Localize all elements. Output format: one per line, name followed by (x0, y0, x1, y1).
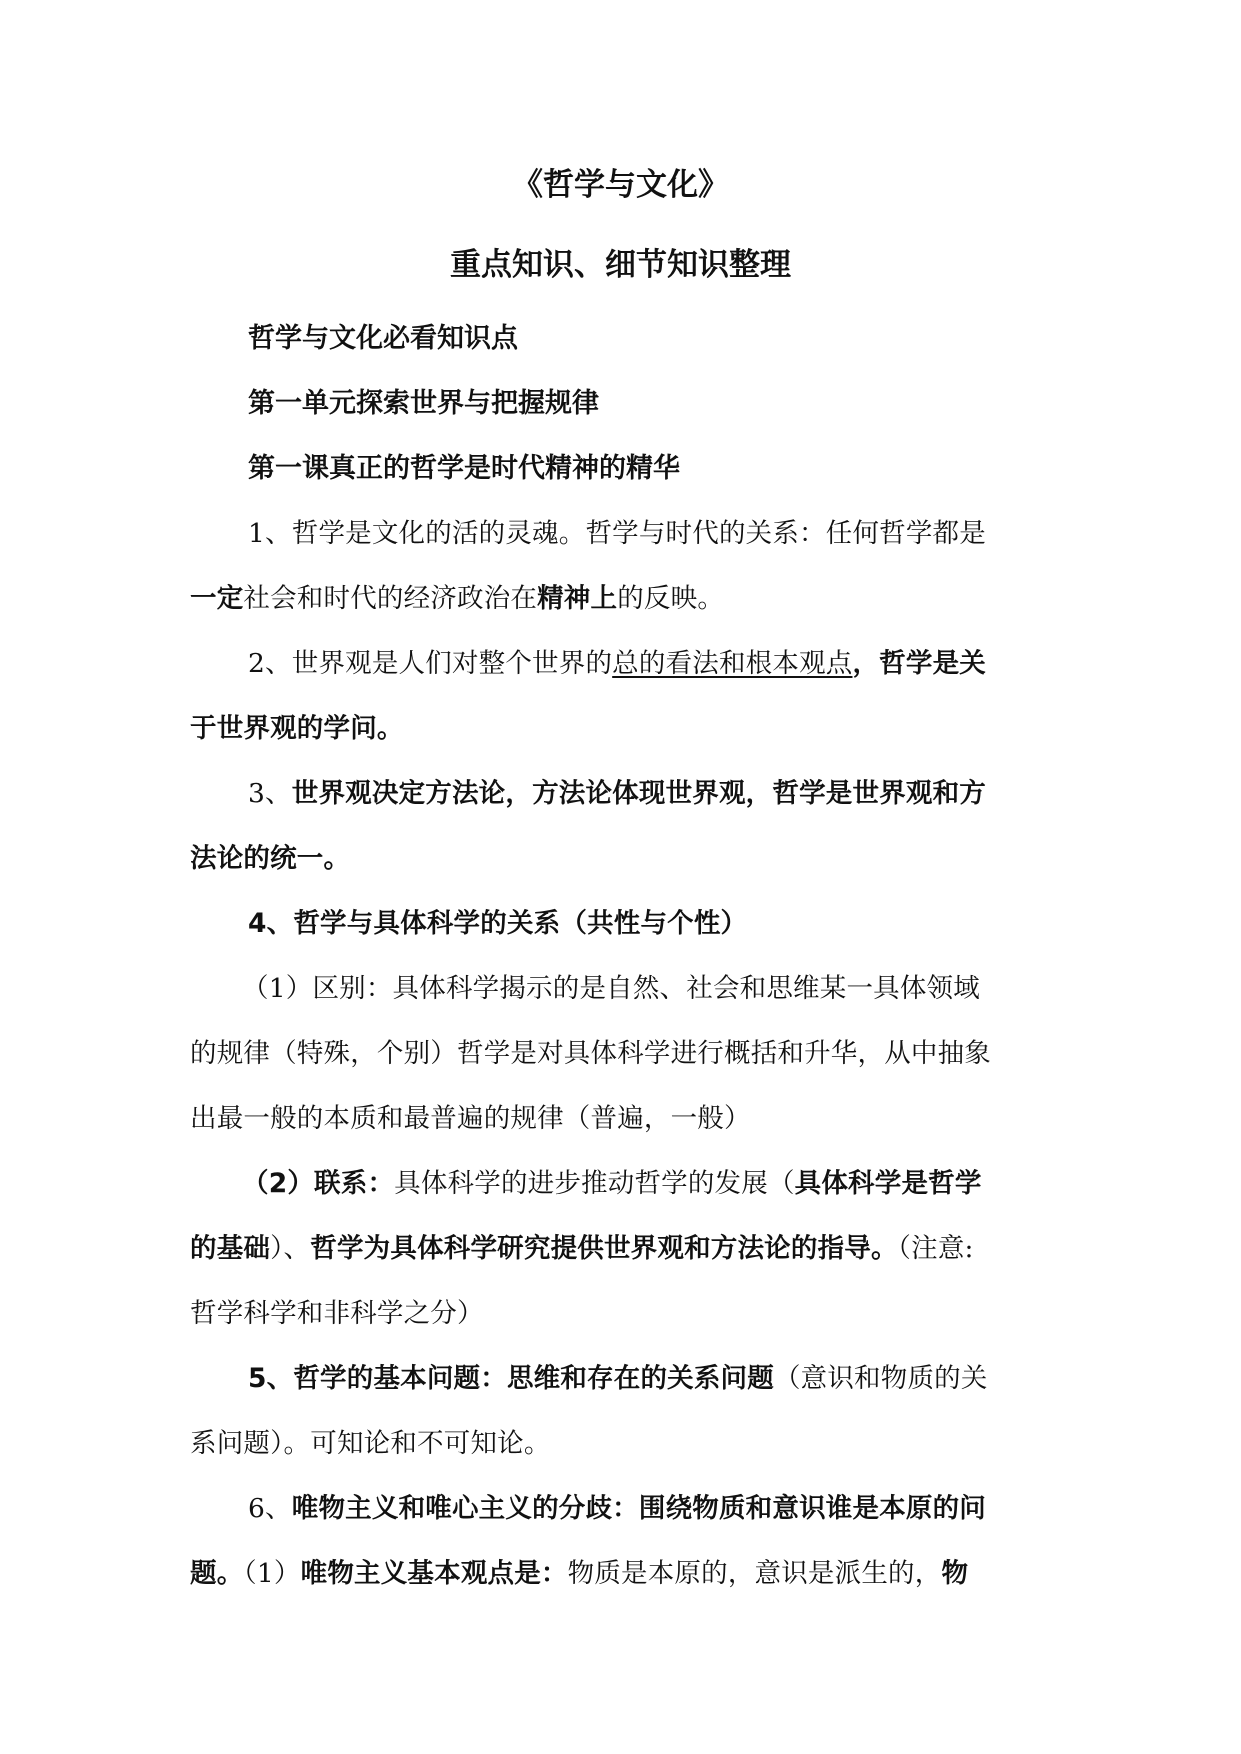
emphasis-text: （2）联系： (242, 1168, 395, 1199)
paragraph-2-line-1 (248, 646, 1060, 682)
emphasis-text: 哲学为具体科学研究提供世界观和方法论的指导。 (310, 1233, 898, 1264)
paragraph-4-sub-2-line-2 (190, 1231, 1060, 1267)
emphasis-text: 5、哲学的基本问题：思维和存在的关系问题 (248, 1363, 774, 1394)
paragraph-4-sub-2-line-3: 哲学科学和非科学之分） (190, 1298, 484, 1329)
paragraph-1-line-1: 1、哲学是文化的活的灵魂。哲学与时代的关系：任何哲学都是 (248, 518, 986, 549)
paragraph-5-line-2: 系问题）。可知论和不可知论。 (190, 1428, 551, 1459)
emphasis-text: 题。 (190, 1558, 244, 1589)
emphasis-text: 唯物主义基本观点是： (300, 1558, 568, 1589)
lesson-heading: 第一课真正的哲学是时代精神的精华 (248, 453, 680, 484)
emphasis-text: 物 (941, 1558, 969, 1589)
paragraph-3-line-1 (248, 776, 1060, 812)
emphasis-text: ，哲学是关 (852, 648, 986, 679)
section-heading-main: 哲学与文化必看知识点 (248, 323, 518, 354)
paragraph-6-line-2 (190, 1556, 1060, 1592)
paragraph-4-sub-2-line-1 (242, 1166, 1060, 1202)
body-text: 社会和时代的经济政治在 (243, 583, 538, 614)
body-text: （1） (243, 1558, 301, 1589)
paragraph-4-sub-1-line-3: 出最一般的本质和最普遍的规律（普遍，一般） (190, 1103, 751, 1134)
paragraph-1-line-2 (190, 581, 1060, 617)
unit-heading: 第一单元探索世界与把握规律 (248, 388, 599, 419)
paragraph-4-sub-1-line-2: 的规律（特殊，个别）哲学是对具体科学进行概括和升华，从中抽象 (190, 1038, 991, 1069)
body-text: 具体科学的进步推动哲学的发展（ (394, 1168, 795, 1199)
document-subtitle: 重点知识、细节知识整理 (450, 247, 791, 283)
body-text: （注意: (897, 1233, 974, 1264)
emphasis-text: 的基础 (190, 1233, 271, 1264)
paragraph-4-sub-1-line-1: （1）区别：具体科学揭示的是自然、社会和思维某一具体领域 (242, 973, 980, 1004)
paragraph-4-heading: 4、哲学与具体科学的关系（共性与个性） (248, 908, 748, 939)
body-text: 3、 (248, 778, 292, 809)
body-text: 物质是本原的，意识是派生的， (567, 1558, 942, 1589)
paragraph-6-line-1 (248, 1491, 1060, 1527)
document-title: 《哲学与文化》 (512, 167, 729, 203)
emphasis-text: 世界观决定方法论，方法论体现世界观，哲学是世界观和方 (291, 778, 986, 809)
emphasis-text: 唯物主义和唯心主义的分歧：围绕物质和意识谁是本原的问 (291, 1493, 986, 1524)
body-text: 的反映。 (617, 583, 725, 614)
paragraph-5-line-1 (248, 1361, 1060, 1397)
paragraph-2-line-2: 于世界观的学问。 (190, 713, 404, 744)
body-text: （意识和物质的关 (773, 1363, 988, 1394)
underlined-text: 总的看法和根本观点 (612, 648, 853, 679)
paragraph-3-line-2: 法论的统一。 (190, 843, 351, 874)
emphasis-text: 具体科学是哲学 (794, 1168, 982, 1199)
emphasis-text: 精神上 (537, 583, 618, 614)
body-text: 2、世界观是人们对整个世界的 (248, 648, 613, 679)
body-text: 6、 (248, 1493, 292, 1524)
body-text: ）、 (270, 1233, 311, 1264)
emphasis-text: 一定 (190, 583, 244, 614)
